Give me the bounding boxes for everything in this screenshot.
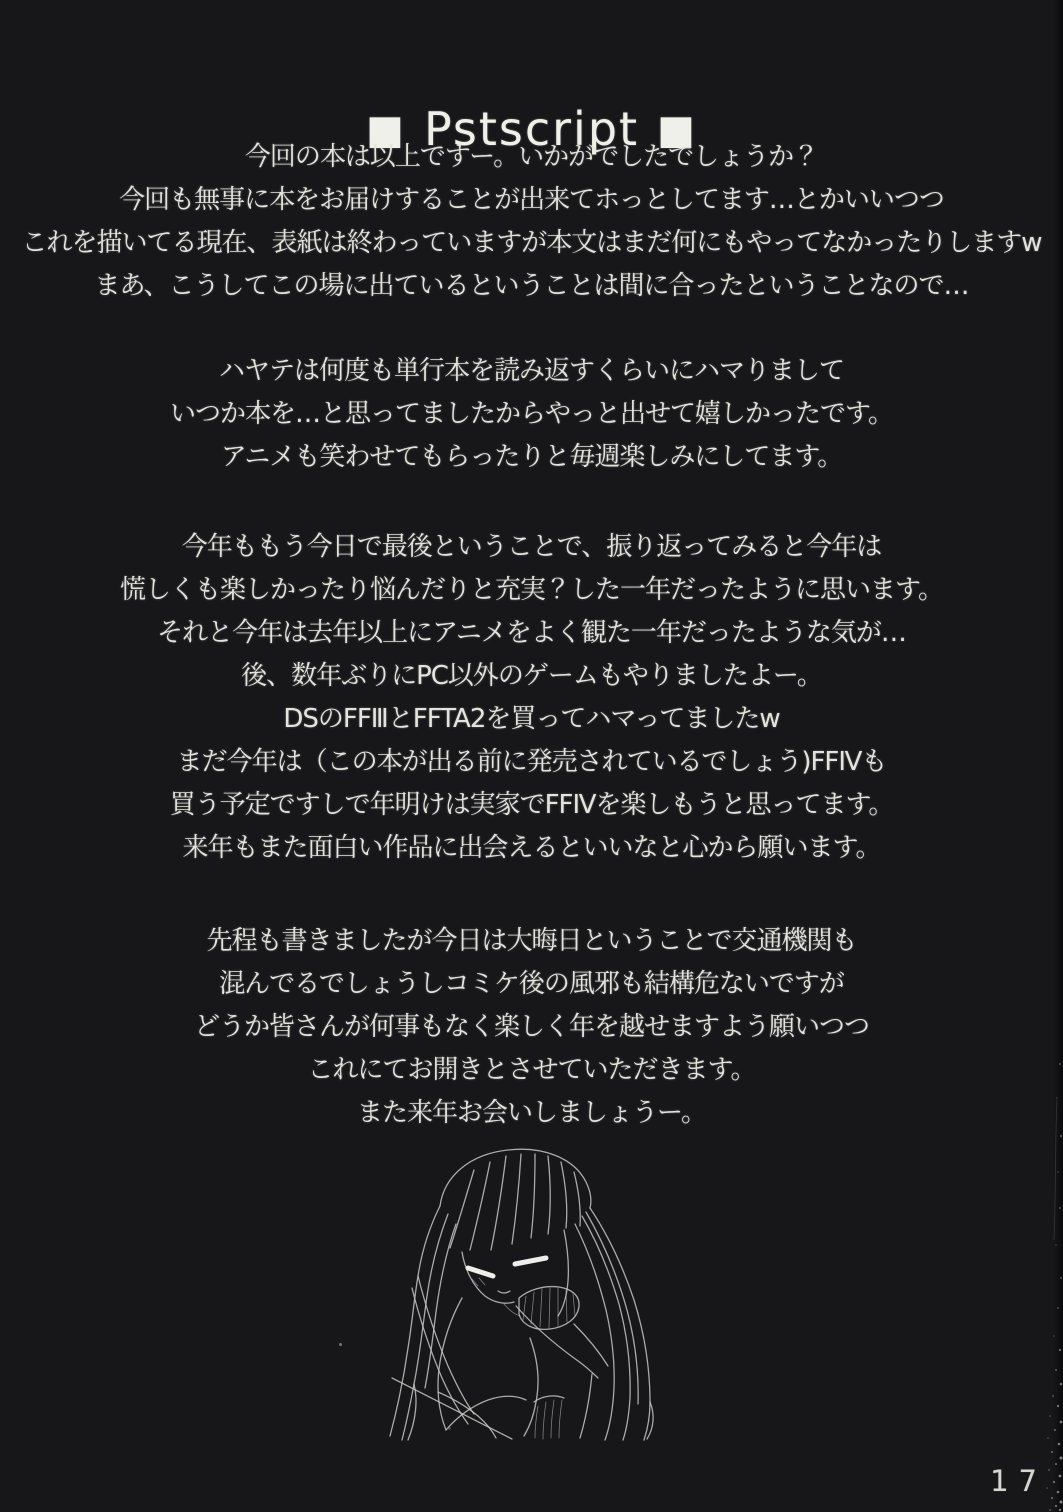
text-line: 来年もまた面白い作品に出会えるといいなと心から願います。 xyxy=(182,833,881,863)
paragraph-intro xyxy=(0,136,1063,308)
scan-dust-dot xyxy=(339,1343,342,1346)
text-line: 慌しくも楽しかったり悩んだりと充実？した一年だったように思います。 xyxy=(120,575,943,605)
scan-noise-edge xyxy=(1027,1040,1063,1512)
text-line: 先程も書きましたが今日は大晦日ということで交通機関も xyxy=(206,926,857,956)
paragraph-closing xyxy=(0,920,1063,1135)
paragraph-hayate xyxy=(0,350,1063,479)
title-square-right-icon: ■ xyxy=(657,106,697,153)
text-line: ハヤテは何度も単行本を読み返すくらいにハマりまして xyxy=(218,356,844,386)
text-line: 今年ももう今日で最後ということで、振り返ってみると今年は xyxy=(181,532,882,562)
text-line: アニメも笑わせてもらったりと毎週楽しみにしてます。 xyxy=(220,442,843,472)
text-line: 今回も無事に本をお届けすることが出来てホっとしてます…とかいいつつ xyxy=(119,185,944,215)
text-line: 後、数年ぶりにPC以外のゲームもやりましたよー。 xyxy=(241,661,822,691)
text-line: それと今年は去年以上にアニメをよく観た一年だったような気が… xyxy=(157,618,906,648)
page-title-text: Pstscript xyxy=(423,101,640,156)
text-line: 混んでるでしょうしコミケ後の風邪も結構危ないですが xyxy=(219,969,844,999)
text-line: いつか本を…と思ってましたからやっと出せて嬉しかったです。 xyxy=(170,399,893,429)
text-line: まだ今年は（この本が出る前に発売されているでしょう)FFⅣも xyxy=(176,747,887,777)
title-square-left-icon: ■ xyxy=(366,106,406,153)
text-line: これを描いてる現在、表紙は終わっていますが本文はまだ何にもやってなかったりしますw xyxy=(21,228,1042,258)
text-line: 買う予定ですしで年明けは実家でFFⅣを楽しもうと思ってます。 xyxy=(169,790,894,820)
text-line: また来年お会いしましょうー。 xyxy=(357,1098,706,1128)
page-number: 17 xyxy=(990,1464,1047,1498)
text-line: これにてお開きとさせていただきます。 xyxy=(307,1055,756,1085)
girl-line-art-illustration xyxy=(378,1148,708,1498)
text-line: まあ、こうしてこの場に出ているということは間に合ったということなので… xyxy=(94,271,969,301)
scan-dust-dot xyxy=(448,1427,451,1430)
text-line: 今回の本は以上ですー。いかがでしたでしょうか？ xyxy=(244,142,819,172)
text-line: DSのFFⅢとFFTA2を買ってハマってましたw xyxy=(283,704,780,734)
text-line: どうか皆さんが何事もなく楽しく年を越せますよう願いつつ xyxy=(193,1012,869,1042)
paragraph-year-recap xyxy=(0,526,1063,870)
